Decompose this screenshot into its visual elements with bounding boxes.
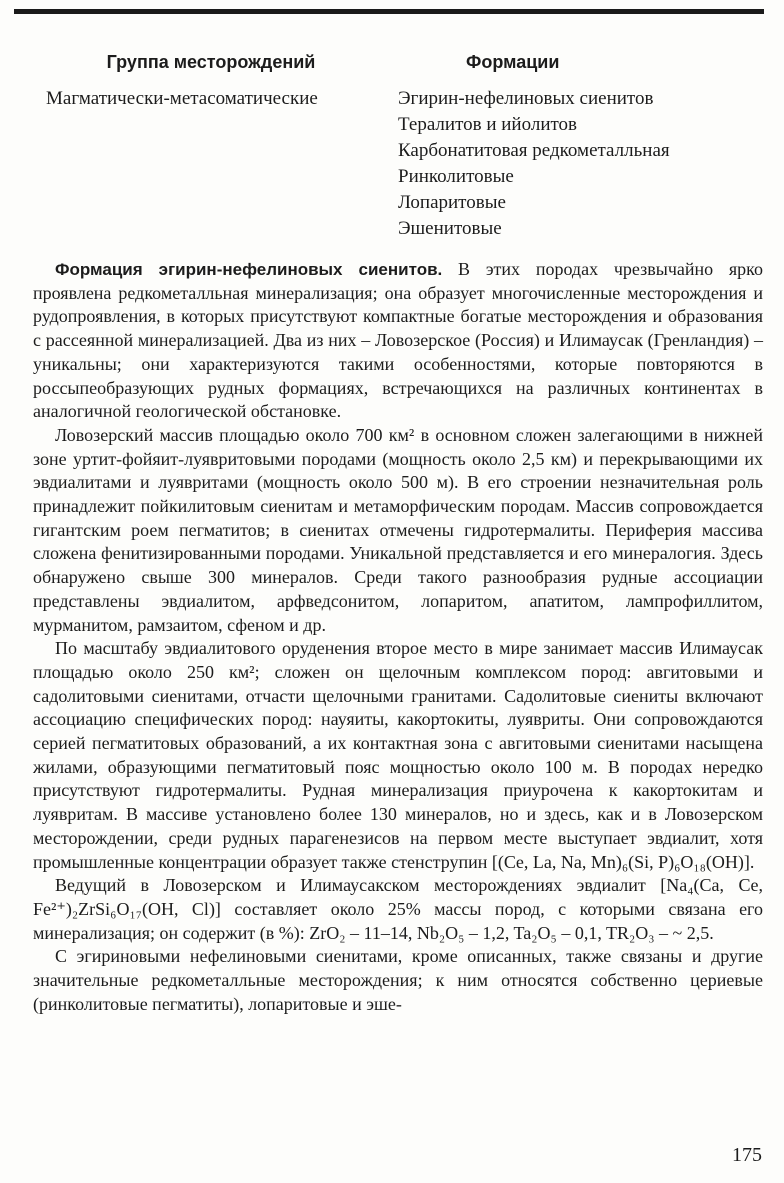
body-text <box>33 258 763 1017</box>
paragraph-3: По масштабу эвдиалитового оруденения второе место в мире занимает массив Илимаусак площадью около 250 км²; сложен он щелочным комплексом пород: авгитовыми и садолитовыми сиенитами, отчасти щелочными гранитами. Садолитовые сиениты включают ассоциацию специфических пород: науяиты, какортокиты, луявриты. Они сопровождаются серией пегматитовых образований, а их контактная зона с авгитовыми сиенитами насыщена жилами, образующими пегматитовый пояс мощностью около 100 м. В породах нередко присутствуют гидротермалиты. Рудная минерализация приурочена к какортокитам и луявритам. В массиве установлено более 130 минералов, но и здесь, как и в Ловозерском месторождении, среди рудных парагенезисов на первом месте выступает эвдиалит, хотя промышленные концентрации образует также стенструпин [(Ce, La, Na, Mn)₆(Si, P)₆O₁₈(OH)]. <box>33 638 763 872</box>
formation-item: Лопаритовые <box>398 192 506 213</box>
page-number: 175 <box>732 1144 762 1166</box>
paragraph-1-text: В этих породах чрезвычайно ярко проявлена редкометалльная минерализация; она образует многочисленные месторождения и рудопроявления, в которых присутствуют компактные богатые месторождения и образования с рассеянной минерализацией. Два из них – Ловозерское (Россия) и Илимаусак (Гренландия) – уникальны; они характеризуются такими особенностями, которые повторяются в россыпеобразующих рудных формациях, встречающихся на различных континентах в аналогичной геологической обстановке. <box>33 259 764 422</box>
formation-item: Тералитов и ийолитов <box>398 114 578 135</box>
deposits-table <box>36 42 746 242</box>
paragraph-5: С эгириновыми нефелиновыми сиенитами, кроме описанных, также связаны и другие значительные редкометалльные месторождения; к ним относятся собственно цериевые (ринколитовые пегматиты), лопаритовые и эше- <box>33 946 763 1014</box>
formations-cell <box>386 86 670 242</box>
header-formations: Формации <box>466 52 560 72</box>
header-deposit-group: Группа месторождений <box>106 52 316 72</box>
paragraph-4: Ведущий в Ловозерском и Илимаусакском месторождениях эвдиалит [Na₄(Ca, Ce, Fe²⁺)₂ZrSi₆O₁₇(OH, Cl)] составляет около 25% массы пород, с которыми связана его минерализация; он содержит (в %): ZrO₂ – 11–14, Nb₂O₅ – 1,2, Ta₂O₅ – 0,1, TR₂O₃ – ~ 2,5. <box>33 875 763 943</box>
formation-item: Карбонатитовая редкометалльная <box>398 140 670 161</box>
top-rule <box>14 9 764 14</box>
table-header <box>36 42 746 82</box>
formation-item: Эгирин-нефелиновых сиенитов <box>398 88 654 109</box>
formation-item: Эшенитовые <box>398 218 502 239</box>
paragraph-1 <box>33 258 763 424</box>
paragraph-2: Ловозерский массив площадью около 700 км² в основном сложен залегающими в нижней зоне уртит-фойяит-луявритовыми породами (мощность около 2,5 км) и перекрывающими их эвдиалитами и луявритами (мощность около 500 м). В его строении незначительная роль принадлежит пойкилитовым сиенитам и метаморфическим породам. Массив сопровождается гигантским роем пегматитов; в сиенитах отмечены гидротермалиты. Периферия массива сложена фенитизированными породами. Уникальной представляется и его минералогия. Здесь обнаружено свыше 300 минералов. Среди такого разнообразия рудные ассоциации представлены эвдиалитом, арфведсонитом, лопаритом, апатитом, лампрофиллитом, мурманитом, рамзаитом, сфеном и др. <box>33 424 763 635</box>
table-row <box>36 86 746 242</box>
group-cell: Магматически-метасоматические <box>46 88 318 109</box>
section-heading: Формация эгирин-нефелиновых сиенитов. <box>55 260 443 279</box>
formation-item: Ринколитовые <box>398 166 514 187</box>
